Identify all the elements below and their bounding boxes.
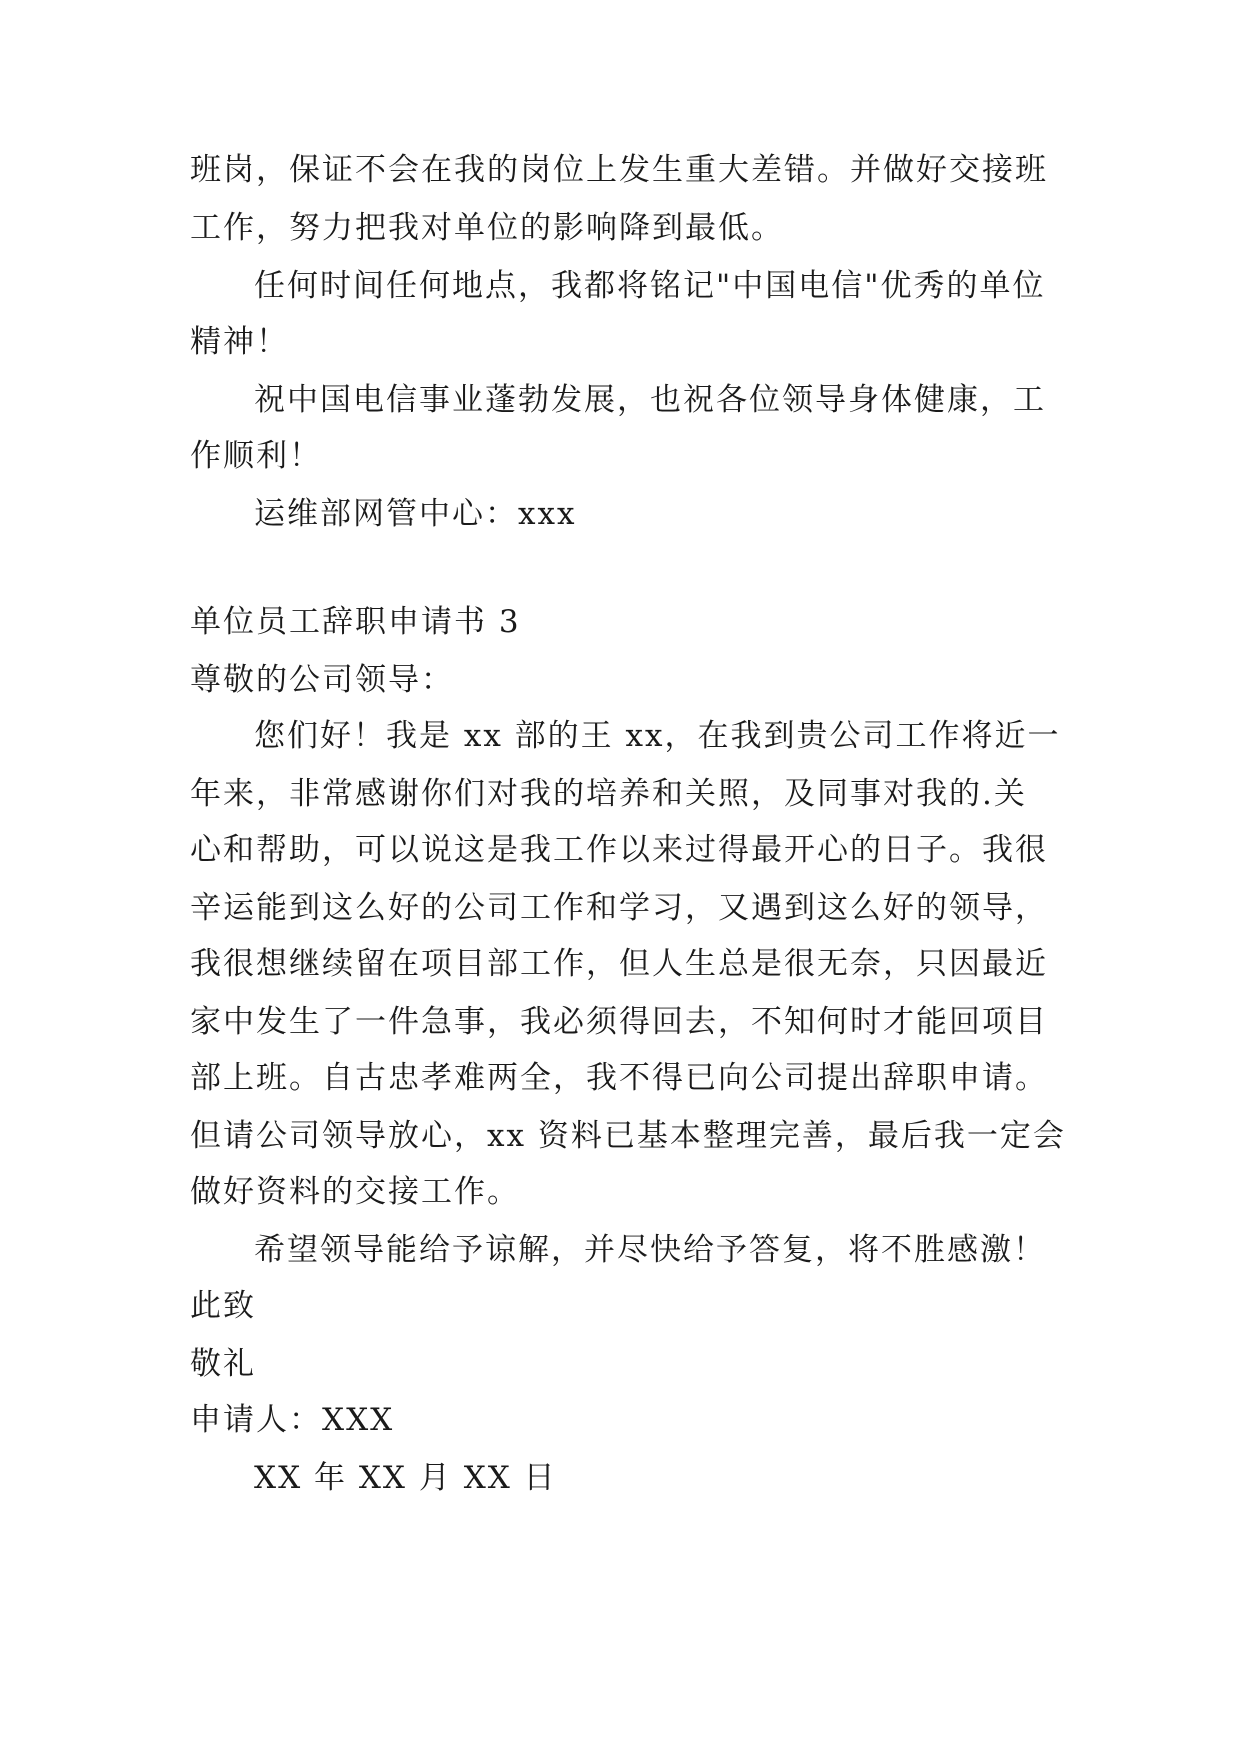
paragraph-line: 祝中国电信事业蓬勃发展，也祝各位领导身体健康，工 <box>254 382 1046 418</box>
paragraph-line: 辛运能到这么好的公司工作和学习，又遇到这么好的领导， <box>190 890 1048 926</box>
paragraph-line: 但请公司领导放心，xx 资料已基本整理完善，最后我一定会 <box>190 1118 1066 1154</box>
salutation: 尊敬的公司领导： <box>190 662 454 698</box>
paragraph-line: 任何时间任何地点，我都将铭记"中国电信"优秀的单位 <box>254 268 1046 304</box>
paragraph-line: 作顺利！ <box>190 438 322 474</box>
paragraph-line: 部上班。自古忠孝难两全，我不得已向公司提出辞职申请。 <box>190 1060 1048 1096</box>
section-title: 单位员工辞职申请书 3 <box>190 604 521 640</box>
paragraph-line: 家中发生了一件急事，我必须得回去，不知何时才能回项目 <box>190 1004 1048 1040</box>
date-line: XX 年 XX 月 XX 日 <box>254 1460 557 1496</box>
paragraph-line: 班岗，保证不会在我的岗位上发生重大差错。并做好交接班 <box>190 152 1048 188</box>
paragraph-line: 年来，非常感谢你们对我的培养和关照，及同事对我的.关 <box>190 776 1027 812</box>
paragraph-line: 精神！ <box>190 324 289 360</box>
paragraph-line: 工作，努力把我对单位的影响降到最低。 <box>190 210 784 246</box>
paragraph-line: 希望领导能给予谅解，并尽快给予答复，将不胜感激！ <box>254 1232 1046 1268</box>
paragraph-line: 做好资料的交接工作。 <box>190 1174 520 1210</box>
closing-text: 敬礼 <box>190 1346 256 1382</box>
paragraph-line: 心和帮助，可以说这是我工作以来过得最开心的日子。我很 <box>190 832 1048 868</box>
paragraph-line: 我很想继续留在项目部工作，但人生总是很无奈，只因最近 <box>190 946 1048 982</box>
paragraph-line: 您们好！我是 xx 部的王 xx，在我到贵公司工作将近一 <box>254 718 1061 754</box>
signature-line: 运维部网管中心：xxx <box>254 496 577 532</box>
applicant-line: 申请人：XXX <box>190 1402 395 1438</box>
closing-text: 此致 <box>190 1288 256 1324</box>
